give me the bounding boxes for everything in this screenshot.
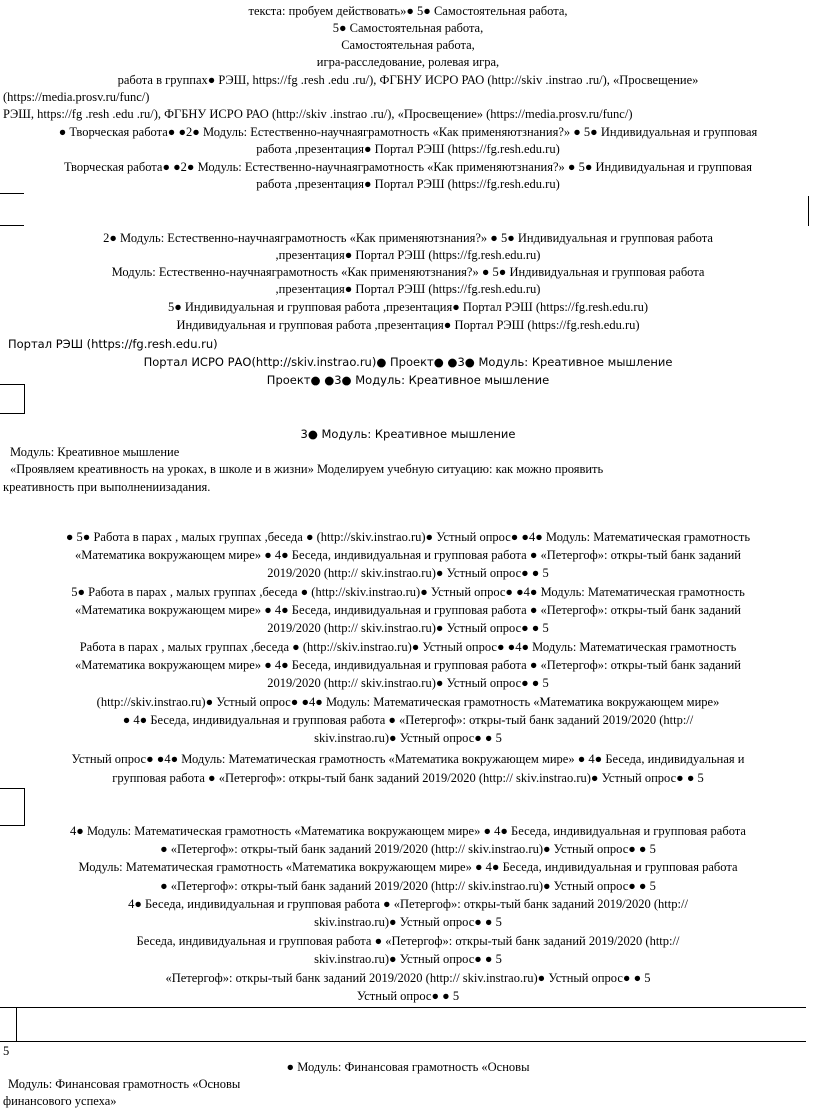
text-line: 5● Самостоятельная работа, bbox=[332, 21, 484, 35]
rule-left-2 bbox=[0, 225, 24, 226]
text-line: Устный опрос● ●4● Модуль: Математическая грамотность «Математика вокружающем мире» ● 4● Беседа, индивидуальная и bbox=[71, 752, 745, 766]
text-line: текста: пробуем действовать»● 5● Самостоятельная работа, bbox=[248, 4, 568, 18]
text-line: ,презентация● Портал РЭШ (https://fg.resh.edu.ru) bbox=[275, 248, 541, 262]
text-line: креативность при выполнениизадания. bbox=[3, 480, 211, 494]
text-line: skiv.instrao.ru)● Устный опрос● ● 5 bbox=[314, 915, 502, 929]
text-line: 2● Модуль: Естественно-научнаяграмотность «Как применяютзнания?» ● 5● Индивидуальная и групповая работа bbox=[103, 231, 713, 245]
text-line: «Математика вокружающем мире» ● 4● Беседа, индивидуальная и групповая работа ● «Петергоф»: откры-тый банк заданий bbox=[75, 548, 741, 562]
text-line: работа ,презентация● Портал РЭШ (https://fg.resh.edu.ru) bbox=[256, 142, 560, 156]
text-line: skiv.instrao.ru)● Устный опрос● ● 5 bbox=[314, 952, 502, 966]
text-line: «Проявляем креативность на уроках, в школе и в жизни» Моделируем учебную ситуацию: как можно проявить bbox=[10, 462, 604, 476]
text-line: ● «Петергоф»: откры-тый банк заданий 2019/2020 (http:// skiv.instrao.ru)● Устный опрос● ● 5 bbox=[160, 879, 656, 893]
text-line: 2019/2020 (http:// skiv.instrao.ru)● Устный опрос● ● 5 bbox=[267, 621, 549, 635]
text-line: Портал ИСРО РАО(http://skiv.instrao.ru)● Проект● ●3● Модуль: Креативное мышление bbox=[143, 355, 673, 369]
text-line: «Математика вокружающем мире» ● 4● Беседа, индивидуальная и групповая работа ● «Петергоф»: откры-тый банк заданий bbox=[75, 603, 741, 617]
rule-table-bottom bbox=[0, 1007, 806, 1008]
text-line: Беседа, индивидуальная и групповая работа ● «Петергоф»: откры-тый банк заданий 2019/2020 (http:// bbox=[136, 934, 680, 948]
text-line: работа ,презентация● Портал РЭШ (https://fg.resh.edu.ru) bbox=[256, 177, 560, 191]
text-line: 5 bbox=[3, 1044, 10, 1058]
text-line: Портал РЭШ (https://fg.resh.edu.ru) bbox=[8, 337, 218, 351]
table-cell-box-2 bbox=[0, 788, 25, 826]
text-line: Устный опрос● ● 5 bbox=[356, 989, 460, 1003]
text-line: (http://skiv.instrao.ru)● Устный опрос● ●4● Модуль: Математическая грамотность «Математика вокружающем мире» bbox=[96, 695, 720, 709]
rule-left-1 bbox=[0, 193, 24, 194]
text-line: ● Творческая работа● ●2● Модуль: Естественно-научнаяграмотность «Как применяютзнания?» ● 5● Индивидуальная и групповая bbox=[58, 125, 758, 139]
text-line: Индивидуальная и групповая работа ,презентация● Портал РЭШ (https://fg.resh.edu.ru) bbox=[176, 318, 640, 332]
text-line: 5● Работа в парах , малых группах ,беседа ● (http://skiv.instrao.ru)● Устный опрос● ●4● Модуль: Математическая грамотность bbox=[71, 585, 745, 599]
text-line: 4● Беседа, индивидуальная и групповая работа ● «Петергоф»: откры-тый банк заданий 2019/2020 (http:// bbox=[128, 897, 688, 911]
text-line: ● 5● Работа в парах , малых группах ,беседа ● (http://skiv.instrao.ru)● Устный опрос● ●4● Модуль: Математическая грамотность bbox=[65, 530, 751, 544]
text-line: финансового успеха» bbox=[3, 1094, 117, 1108]
text-line: 3● Модуль: Креативное мышление bbox=[300, 427, 516, 441]
text-line: «Петергоф»: откры-тый банк заданий 2019/2020 (http:// skiv.instrao.ru)● Устный опрос● ● 5 bbox=[165, 971, 651, 985]
text-line: групповая работа ● «Петергоф»: откры-тый банк заданий 2019/2020 (http:// skiv.instrao.ru)● Устный опрос● ● 5 bbox=[112, 771, 704, 785]
text-line: 5● Индивидуальная и групповая работа ,презентация● Портал РЭШ (https://fg.resh.edu.ru) bbox=[167, 300, 648, 314]
text-line: работа в группах● РЭШ, https://fg .resh .edu .ru/), ФГБНУ ИСРО РАО (http://skiv .instrao .ru/), «Просвещение» bbox=[117, 73, 699, 87]
text-line: 2019/2020 (http:// skiv.instrao.ru)● Устный опрос● ● 5 bbox=[267, 566, 549, 580]
text-line: Творческая работа● ●2● Модуль: Естественно-научнаяграмотность «Как применяютзнания?» ● 5● Индивидуальная и групповая bbox=[64, 160, 752, 174]
text-line: 2019/2020 (http:// skiv.instrao.ru)● Устный опрос● ● 5 bbox=[267, 676, 549, 690]
text-line: Модуль: Математическая грамотность «Математика вокружающем мире» ● 4● Беседа, индивидуальная и групповая работа bbox=[78, 860, 738, 874]
text-line: Модуль: Естественно-научнаяграмотность «Как применяютзнания?» ● 5● Индивидуальная и групповая работа bbox=[111, 265, 705, 279]
text-line: ● Модуль: Финансовая грамотность «Основы bbox=[286, 1060, 530, 1074]
rule-table-col bbox=[16, 1008, 17, 1042]
text-line: skiv.instrao.ru)● Устный опрос● ● 5 bbox=[314, 731, 502, 745]
text-line: (https://media.prosv.ru/func/) bbox=[3, 90, 150, 104]
text-line: РЭШ, https://fg .resh .edu .ru/), ФГБНУ ИСРО РАО (http://skiv .instrao .ru/), «Просвещение» (https://media.prosv.ru/func/) bbox=[3, 107, 633, 121]
rule-right-vertical bbox=[808, 196, 809, 226]
text-line: игра-расследование, ролевая игра, bbox=[316, 55, 500, 69]
text-line: ● 4● Беседа, индивидуальная и групповая работа ● «Петергоф»: откры-тый банк заданий 2019/2020 (http:// bbox=[122, 713, 694, 727]
text-line: ,презентация● Портал РЭШ (https://fg.resh.edu.ru) bbox=[275, 282, 541, 296]
text-line: Самостоятельная работа, bbox=[341, 38, 475, 52]
text-line: Модуль: Креативное мышление bbox=[10, 445, 180, 459]
text-line: Проект● ●3● Модуль: Креативное мышление bbox=[266, 373, 550, 387]
text-line: Модуль: Финансовая грамотность «Основы bbox=[8, 1077, 241, 1091]
text-line: 4● Модуль: Математическая грамотность «Математика вокружающем мире» ● 4● Беседа, индивидуальная и групповая работа bbox=[70, 824, 746, 838]
text-line: «Математика вокружающем мире» ● 4● Беседа, индивидуальная и групповая работа ● «Петергоф»: откры-тый банк заданий bbox=[75, 658, 741, 672]
text-line: Работа в парах , малых группах ,беседа ● (http://skiv.instrao.ru)● Устный опрос● ●4● Модуль: Математическая грамотность bbox=[79, 640, 737, 654]
rule-table-bottom-2 bbox=[0, 1041, 806, 1042]
text-line: ● «Петергоф»: откры-тый банк заданий 2019/2020 (http:// skiv.instrao.ru)● Устный опрос● ● 5 bbox=[160, 842, 656, 856]
